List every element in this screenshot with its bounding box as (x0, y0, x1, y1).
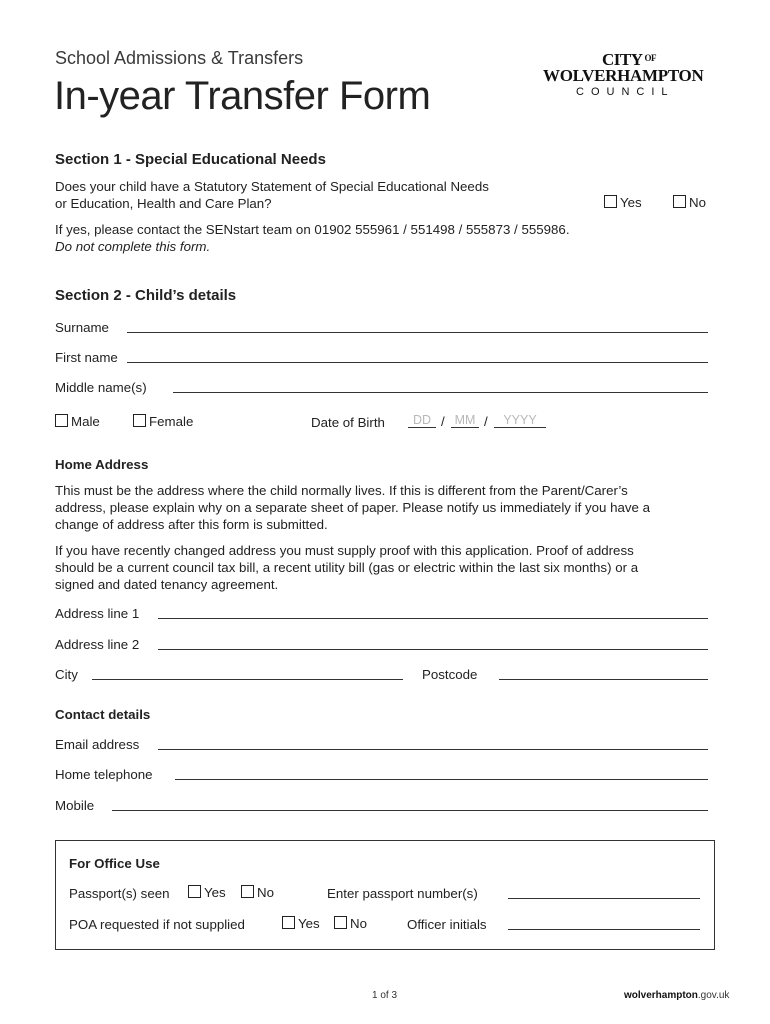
surname-field[interactable] (127, 332, 708, 333)
sen-yes-checkbox[interactable] (604, 195, 617, 208)
address-line2-field[interactable] (158, 649, 708, 650)
poa-requested-label: POA requested if not supplied (69, 917, 245, 932)
officer-initials-label: Officer initials (407, 917, 487, 932)
sen-yes-label: Yes (620, 195, 642, 210)
form-supertitle: School Admissions & Transfers (55, 48, 304, 68)
sen-question-line2: or Education, Health and Care Plan? (55, 196, 272, 211)
footer-url-domain: wolverhampton (624, 990, 698, 1001)
poa-no-label: No (350, 916, 367, 931)
address-line1-field[interactable] (158, 618, 708, 619)
male-label: Male (71, 414, 100, 429)
surname-label: Surname (55, 320, 109, 335)
city-label: City (55, 667, 78, 682)
passport-no-label: No (257, 885, 274, 900)
male-option[interactable] (55, 414, 100, 429)
poa-no-checkbox[interactable] (334, 916, 347, 929)
passport-seen-label: Passport(s) seen (69, 886, 170, 901)
sen-no-option[interactable] (673, 195, 706, 210)
logo-of: OF (644, 53, 657, 63)
poa-yes-option[interactable] (282, 916, 320, 931)
home-telephone-label: Home telephone (55, 767, 153, 782)
poa-yes-label: Yes (298, 916, 320, 931)
female-option[interactable] (133, 414, 193, 429)
passport-no-option[interactable] (241, 885, 274, 900)
poa-no-option[interactable] (334, 916, 367, 931)
email-field[interactable] (158, 749, 708, 750)
postcode-label: Postcode (422, 667, 478, 682)
dob-label: Date of Birth (311, 415, 385, 430)
city-field[interactable] (92, 679, 403, 680)
address-para1-line3: change of address after this form is submitted. (55, 517, 328, 532)
passport-no-checkbox[interactable] (241, 885, 254, 898)
logo-council: COUNCIL (576, 86, 675, 98)
passport-yes-checkbox[interactable] (188, 885, 201, 898)
sen-question-line1: Does your child have a Statutory Statement of Special Educational Needs (55, 179, 489, 194)
address-line2-label: Address line 2 (55, 637, 140, 652)
middle-name-field[interactable] (173, 392, 708, 393)
address-para1-line1: This must be the address where the child normally lives. If this is different from the Parent/Carer’s (55, 483, 628, 498)
mobile-field[interactable] (112, 810, 708, 811)
sen-yes-option[interactable] (604, 195, 642, 210)
dob-separator: / (441, 414, 445, 429)
page-number: 1 of 3 (372, 990, 398, 1001)
section1-heading: Section 1 - Special Educational Needs (55, 151, 326, 168)
home-address-heading: Home Address (55, 457, 149, 472)
address-line1-label: Address line 1 (55, 606, 140, 621)
dob-separator: / (484, 414, 488, 429)
passport-yes-option[interactable] (188, 885, 226, 900)
sen-note-line1: If yes, please contact the SENstart team on 01902 555961 / 551498 / 555873 / 555986. (55, 222, 570, 237)
dob-month-field[interactable]: MM (451, 413, 479, 428)
sen-no-label: No (689, 195, 706, 210)
postcode-field[interactable] (499, 679, 708, 680)
contact-heading: Contact details (55, 707, 151, 722)
logo-city: CITY (602, 50, 643, 69)
sen-no-checkbox[interactable] (673, 195, 686, 208)
email-label: Email address (55, 737, 140, 752)
mobile-label: Mobile (55, 798, 95, 813)
officer-initials-field[interactable] (508, 929, 700, 930)
first-name-label: First name (55, 350, 118, 365)
first-name-field[interactable] (127, 362, 708, 363)
address-para2-line1: If you have recently changed address you must supply proof with this application. Proof of address (55, 543, 634, 558)
logo-wolverhampton: WOLVERHAMPTON (543, 66, 704, 85)
passport-number-field[interactable] (508, 898, 700, 899)
office-use-heading: For Office Use (69, 856, 160, 871)
middle-name-label: Middle name(s) (55, 380, 147, 395)
footer-url[interactable] (624, 990, 729, 1001)
address-para2-line2: should be a current council tax bill, a recent utility bill (gas or electric within the last six months) or a (55, 560, 639, 575)
footer-url-tld: .gov.uk (697, 990, 730, 1001)
passport-number-label: Enter passport number(s) (327, 886, 478, 901)
sen-note-line2: Do not complete this form. (55, 239, 211, 254)
male-checkbox[interactable] (55, 414, 68, 427)
female-checkbox[interactable] (133, 414, 146, 427)
passport-yes-label: Yes (204, 885, 226, 900)
home-telephone-field[interactable] (175, 779, 708, 780)
address-para2-line3: signed and dated tenancy agreement. (55, 577, 279, 592)
council-logo (540, 50, 718, 102)
female-label: Female (149, 414, 194, 429)
page-title: In-year Transfer Form (54, 74, 431, 118)
dob-day-field[interactable]: DD (408, 413, 436, 428)
poa-yes-checkbox[interactable] (282, 916, 295, 929)
section2-heading: Section 2 - Child’s details (55, 287, 237, 304)
dob-year-field[interactable]: YYYY (494, 413, 546, 428)
address-para1-line2: address, please explain why on a separate sheet of paper. Please notify us immediately if you have a (55, 500, 651, 515)
